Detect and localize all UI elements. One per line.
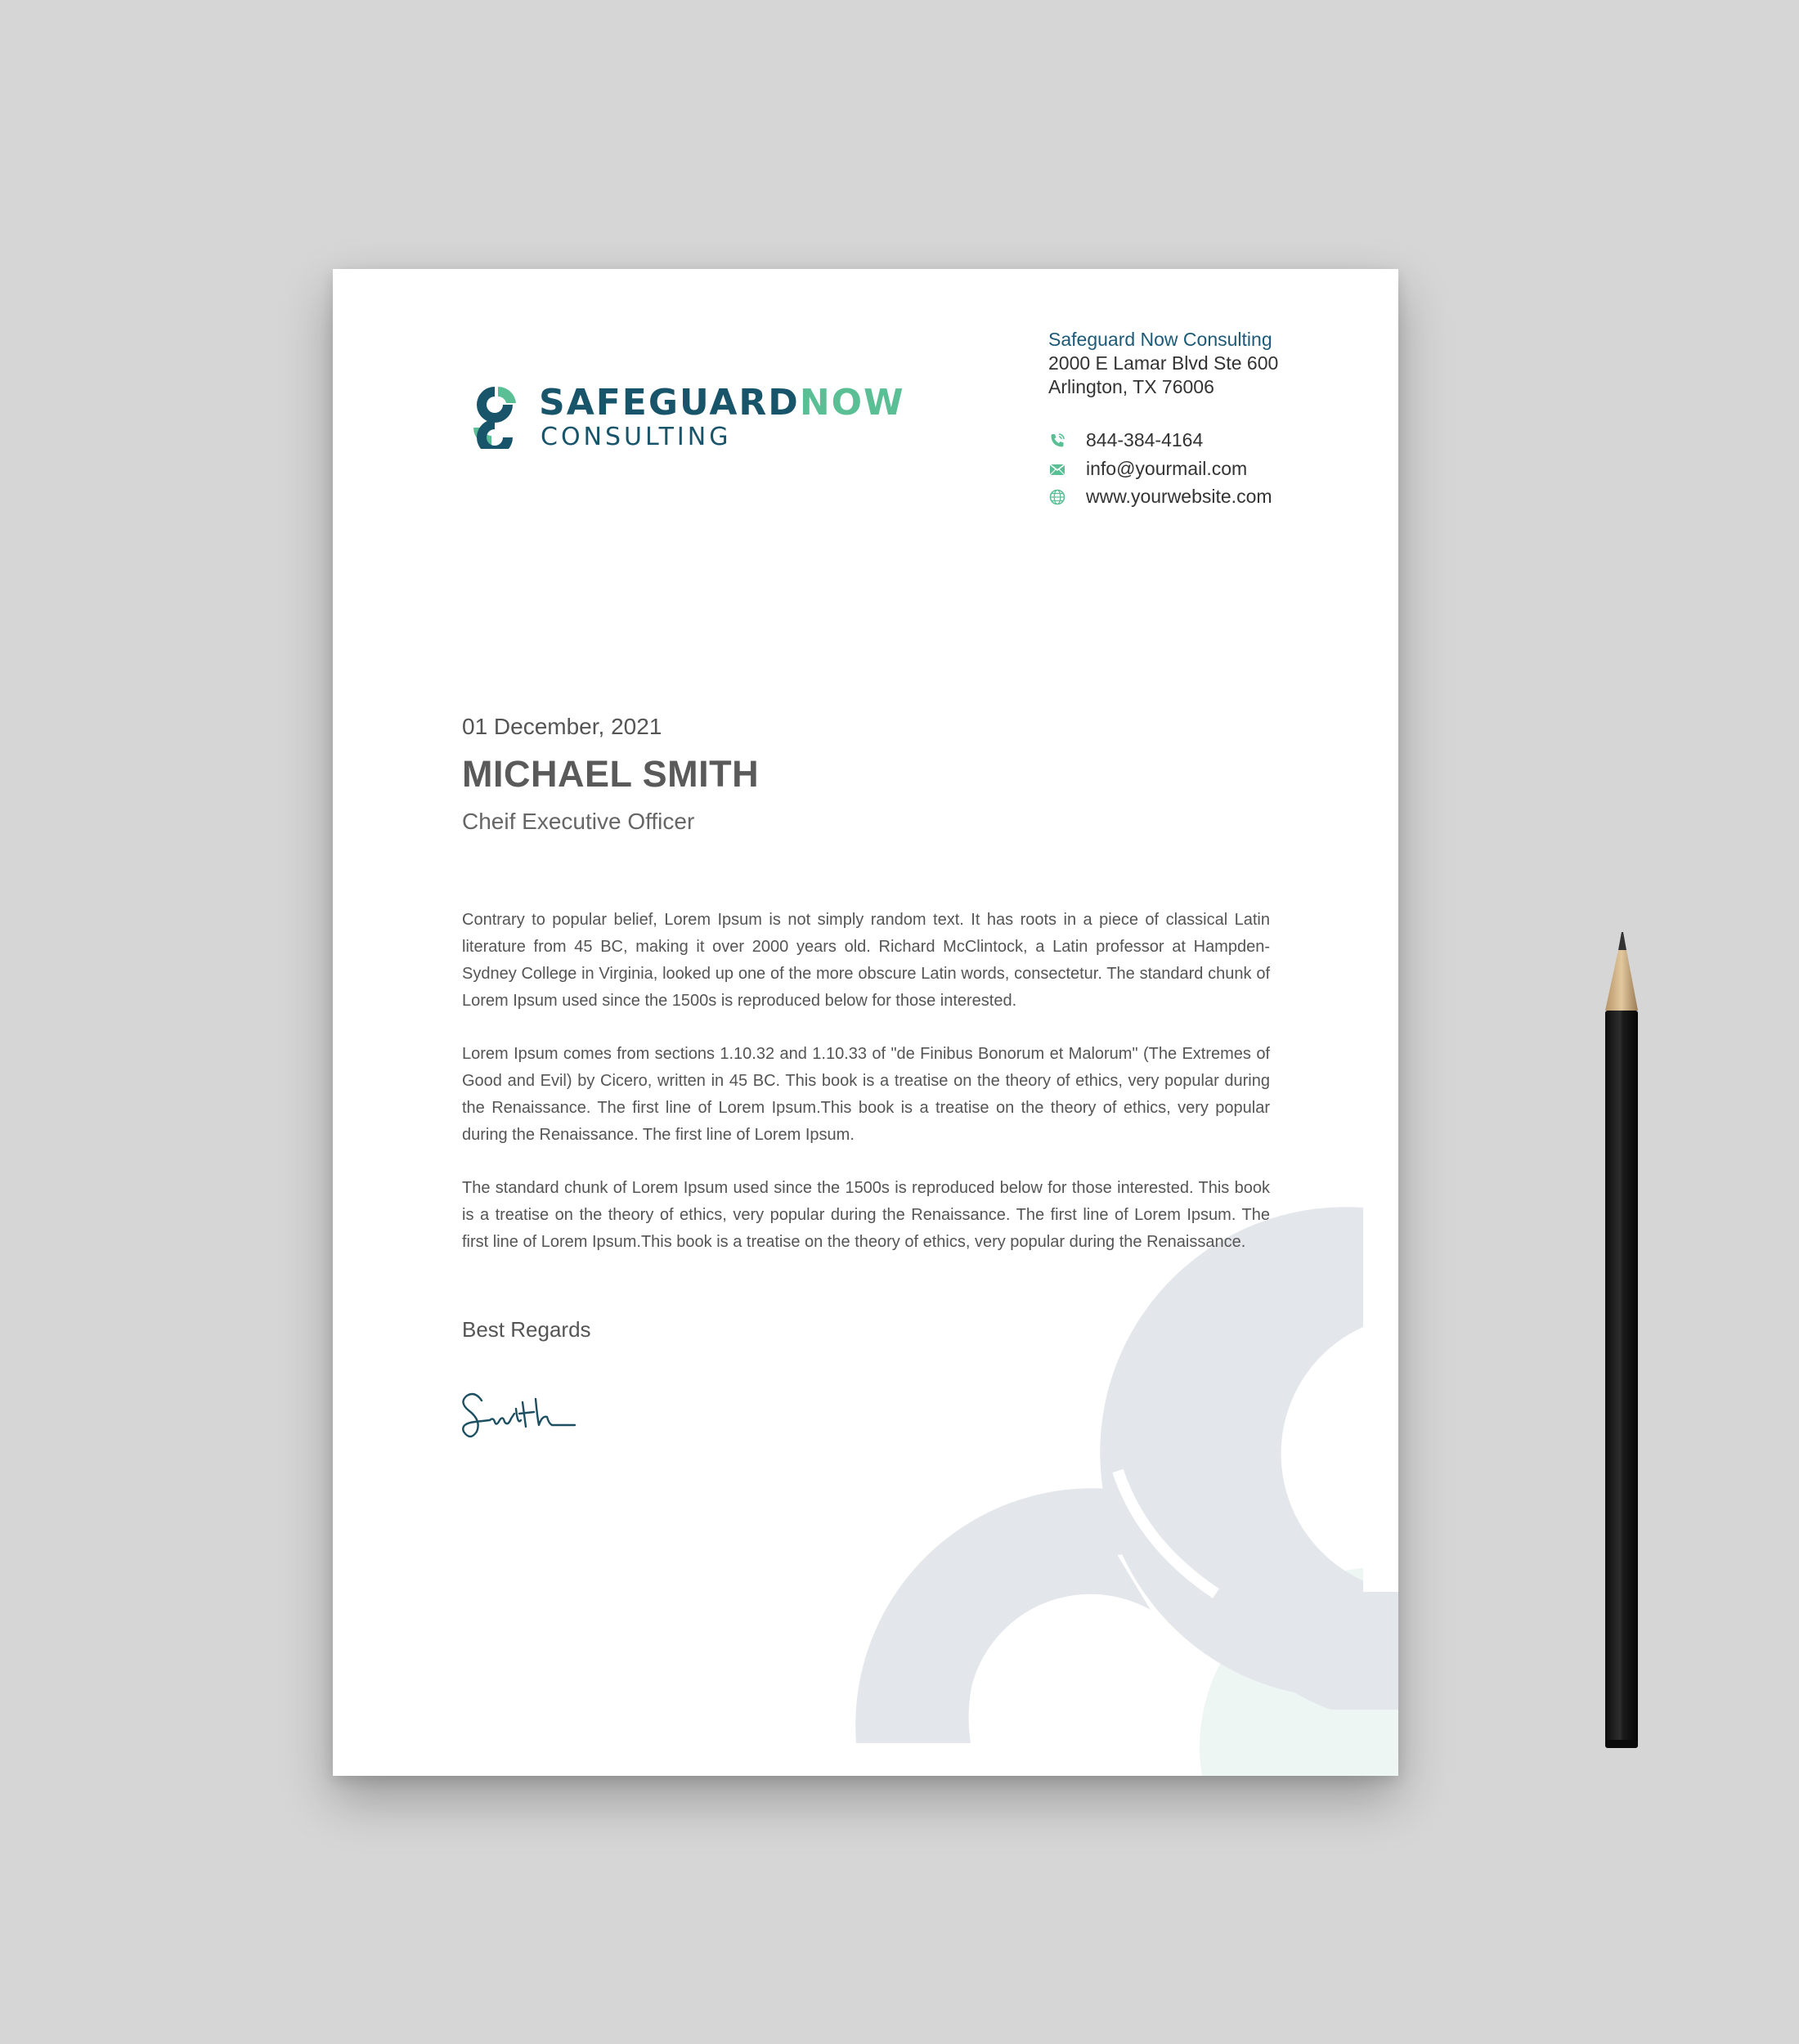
letter-paragraph: Contrary to popular belief, Lorem Ipsum is not simply random text. It has roots in a piece of classical Latin literature from 45 BC, making it over 2000 years old. Richard McClintock, a Latin professor at Hampden-Sydney College in Virginia, looked up one of the more obscure Latin words, consectetur. The standard chunk of Lorem Ipsum used since the 1500s is reproduced below for those interested. [462, 911, 1270, 1010]
contact-address-line2: Arlington, TX 76006 [1048, 376, 1214, 397]
company-logo [462, 377, 905, 451]
contact-address-line1: 2000 E Lamar Blvd Ste 600 [1048, 352, 1279, 374]
globe-icon [1048, 488, 1066, 506]
recipient-title: Cheif Executive Officer [462, 809, 695, 834]
contact-company: Safeguard Now Consulting [1048, 329, 1272, 350]
letter-closing: Best Regards [462, 1317, 591, 1342]
letter-date: 01 December, 2021 [462, 714, 662, 739]
contact-website[interactable]: www.yourwebsite.com [1086, 486, 1272, 507]
handwritten-signature [457, 1384, 580, 1450]
contact-email[interactable]: info@yourmail.com [1086, 458, 1248, 479]
letterhead-paper [333, 269, 1398, 1776]
logo-word-safeguard: SAFEGUARD [539, 382, 800, 424]
logo-wordmark [539, 383, 905, 423]
contact-email-row [1048, 456, 1343, 481]
phone-icon [1048, 432, 1066, 450]
logo-word-now: NOW [799, 382, 905, 424]
mail-icon [1048, 460, 1066, 478]
contact-phone[interactable]: 844-384-4164 [1086, 429, 1204, 450]
logo-word-consulting: CONSULTING [541, 423, 732, 451]
letter-paragraph: The standard chunk of Lorem Ipsum used since the 1500s is reproduced below for those interested. This book is a treatise on the theory of ethics, very popular during the Renaissance. The first line of Lorem Ipsum. The first line of Lorem Ipsum.This book is a treatise on the theory of ethics, very popular during the Renaissance. [462, 1179, 1270, 1251]
contact-phone-row [1048, 428, 1343, 452]
pencil [1604, 932, 1641, 1758]
letter-paragraph: Lorem Ipsum comes from sections 1.10.32 and 1.10.33 of "de Finibus Bonorum et Malorum" (The Extremes of Good and Evil) by Cicero, written in 45 BC. This book is a treatise on the theory of ethics, very popular during the Renaissance. The first line of Lorem Ipsum.This book is a treatise on the theory of ethics, very popular during the Renaissance. The first line of Lorem Ipsum. [462, 1045, 1270, 1144]
recipient-name: MICHAEL SMITH [462, 753, 760, 795]
contact-website-row [1048, 484, 1343, 509]
logo-mark-icon [462, 383, 527, 449]
contact-block [1048, 328, 1343, 507]
